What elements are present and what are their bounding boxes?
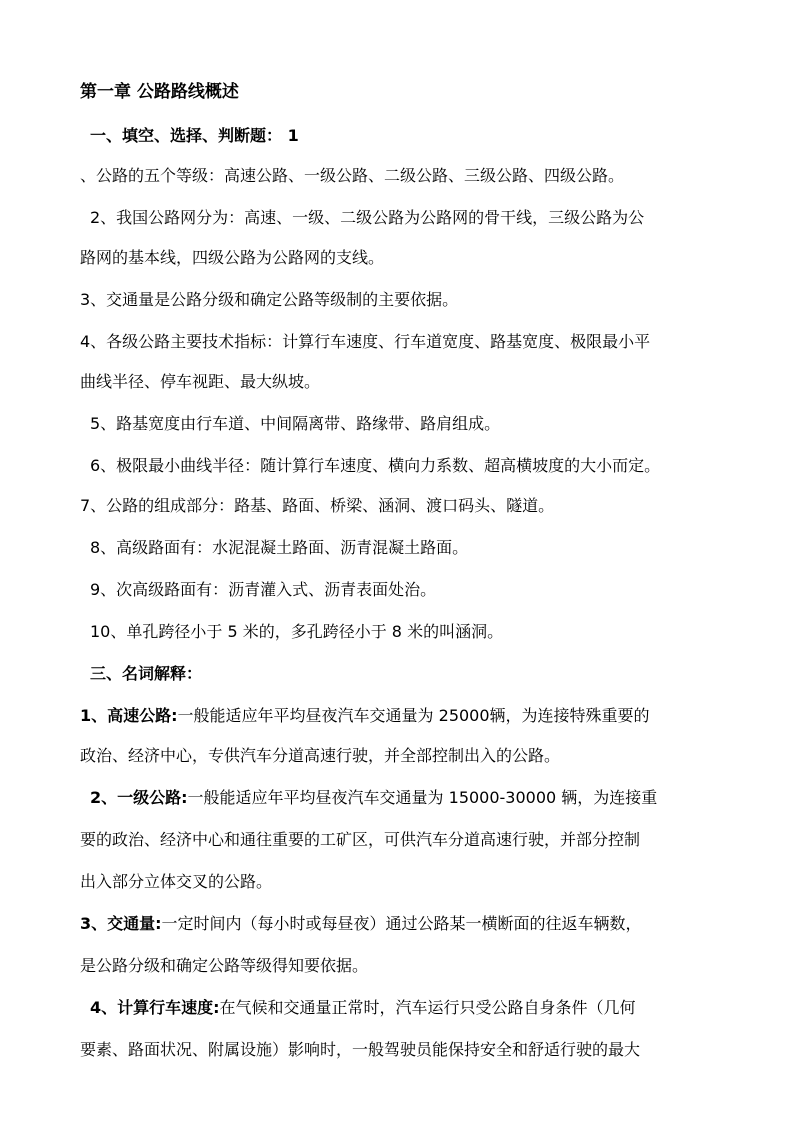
definition-text: 要的政治、经济中心和通往重要的工矿区，可供汽车分道高速行驶，并部分控制 <box>80 830 641 849</box>
definition-term: 2、一级公路: <box>90 788 188 807</box>
item-line: 曲线半径、停车视距、最大纵坡。 <box>80 372 321 391</box>
item-line: 、公路的五个等级：高速公路、一级公路、二级公路、三级公路、四级公路。 <box>80 166 625 185</box>
definition-text: 出入部分立体交叉的公路。 <box>80 872 273 891</box>
item-line: 5、路基宽度由行车道、中间隔离带、路缘带、路肩组成。 <box>90 414 501 433</box>
item-line: 4、各级公路主要技术指标：计算行车速度、行车道宽度、路基宽度、极限最小平 <box>80 332 651 351</box>
item-line: 10、单孔跨径小于 5 米的，多孔跨径小于 8 米的叫涵洞。 <box>90 622 504 641</box>
item-line: 路网的基本线，四级公路为公路网的支线。 <box>80 248 385 267</box>
item-line: 7、公路的组成部分：路基、路面、桥梁、涵洞、渡口码头、隧道。 <box>80 496 555 515</box>
item-line: 2、我国公路网分为：高速、一级、二级公路为公路网的骨干线，三级公路为公 <box>90 208 645 227</box>
definition-term: 1、高速公路: <box>80 706 178 725</box>
definition-text: 要素、路面状况、附属设施）影响时，一般驾驶员能保持安全和舒适行驶的最大 <box>80 1040 641 1059</box>
definition-entry <box>80 706 650 726</box>
definition-term: 4、计算行车速度: <box>90 998 220 1017</box>
definition-text: 是公路分级和确定公路等级得知要依据。 <box>80 956 369 975</box>
section-heading-fill-in: 一、填空、选择、判断题： 1 <box>90 126 299 145</box>
definition-text: 一般能适应年平均昼夜汽车交通量为 15000-30000 辆，为连接重 <box>187 788 658 807</box>
definition-text: 在气候和交通量正常时，汽车运行只受公路自身条件（几何 <box>219 998 636 1017</box>
chapter-title: 第一章 公路路线概述 <box>80 82 239 102</box>
definition-term: 3、交通量: <box>80 914 162 933</box>
definition-entry <box>90 788 657 808</box>
definition-entry <box>90 998 636 1018</box>
item-line: 3、交通量是公路分级和确定公路等级制的主要依据。 <box>80 290 459 309</box>
item-line: 6、极限最小曲线半径：随计算行车速度、横向力系数、超高横坡度的大小而定。 <box>90 456 661 475</box>
definition-text: 政治、经济中心，专供汽车分道高速行驶，并全部控制出入的公路。 <box>80 746 561 765</box>
definition-text: 一定时间内（每小时或每昼夜）通过公路某一横断面的往返车辆数， <box>161 914 642 933</box>
section-heading-definitions: 三、名词解释： <box>90 664 203 683</box>
item-line: 9、次高级路面有：沥青灌入式、沥青表面处治。 <box>90 580 437 599</box>
definition-entry <box>80 914 642 934</box>
definition-text: 一般能适应年平均昼夜汽车交通量为 25000辆，为连接特殊重要的 <box>177 706 650 725</box>
item-line: 8、高级路面有：水泥混凝土路面、沥青混凝土路面。 <box>90 538 469 557</box>
